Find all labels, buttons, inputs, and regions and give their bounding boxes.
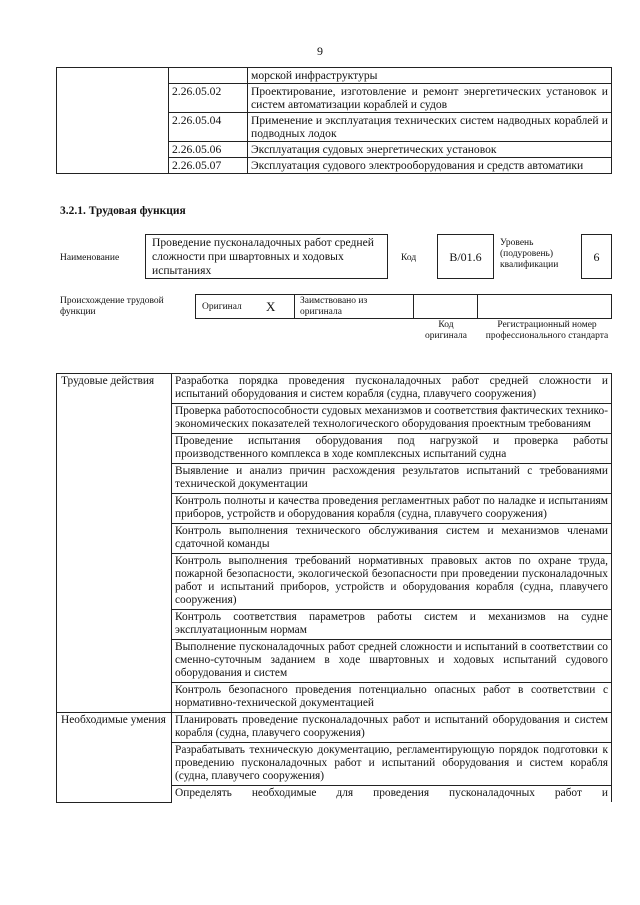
original-code-box — [413, 294, 478, 319]
text-cell: Применение и эксплуатация технических систем надводных кораблей и подводных лодок — [248, 113, 612, 142]
level-label: Уровень (подуровень) квалификации — [500, 238, 559, 270]
function-name: Проведение пусконаладочных работ средней сложности при швартовных и ходовых испытаниях — [152, 236, 374, 277]
borrowed-label: Заимствовано из оригинала — [300, 296, 368, 317]
function-code: B/01.6 — [449, 250, 482, 264]
labor-action-item: Выявление и анализ причин расхождения результатов испытаний с требованиями технической документации — [172, 464, 612, 494]
labor-action-label: Трудовые действия — [57, 374, 172, 713]
table-row — [57, 374, 612, 404]
labor-action-item: Контроль полноты и качества проведения регламентных работ по наладке и испытаниям приборов, устройств и оборудования корабля (судна, плавучего сооружения) — [172, 494, 612, 524]
labor-action-item: Проведение испытания оборудования под нагрузкой и проверка работы производственного комплекса в ходе комплексных испытаний судна — [172, 434, 612, 464]
empty-cell — [57, 68, 169, 174]
function-name-box — [145, 234, 388, 279]
labor-action-item: Контроль выполнения требований нормативных правовых актов по охране труда, пожарной безопасности, экологической безопасности при проведении пусконаладочных работ и испытаний приборов, устройств и оборудования корабля (судна, плавучего сооружения) — [172, 554, 612, 610]
reg-caption: Регистрационный номер профессионального стандарта — [485, 320, 609, 341]
code-caption: Код оригинала — [425, 320, 467, 341]
skill-item: Планировать проведение пусконаладочных работ и испытаний оборудования и систем корабля (судна, плавучего сооружения) — [172, 713, 612, 743]
reg-number-box — [477, 294, 612, 319]
section-title: 3.2.1. Трудовая функция — [60, 205, 186, 217]
labor-action-item: Контроль соответствия параметров работы систем и механизмов на судне эксплуатационным нормам — [172, 610, 612, 640]
code-cell — [169, 68, 248, 84]
level-value: 6 — [593, 250, 600, 264]
text-cell: Эксплуатация судовых энергетических установок — [248, 142, 612, 158]
labor-action-item: Контроль выполнения технического обслуживания систем и механизмов членами сдаточной команды — [172, 524, 612, 554]
code-cell: 2.26.05.06 — [169, 142, 248, 158]
labor-action-item: Контроль безопасного проведения потенциально опасных работ в соответствии с нормативно-технической документацией — [172, 683, 612, 713]
borrowed-box — [294, 294, 414, 319]
labor-action-item: Выполнение пусконаладочных работ средней сложности и испытаний в соответствии со сменно-суточным заданием в ходе швартовных и ходовых испытаний судового оборудования и систем — [172, 640, 612, 683]
text-cell: Эксплуатация судового электрооборудования и средств автоматики — [248, 158, 612, 174]
code-cell: 2.26.05.02 — [169, 84, 248, 113]
labor-action-item: Разработка порядка проведения пусконаладочных работ средней сложности и испытаний оборудования и систем корабля (судна, плавучего сооружения) — [172, 374, 612, 404]
text-cell: морской инфраструктуры — [248, 68, 612, 84]
table-row — [57, 713, 612, 743]
code-cell: 2.26.05.07 — [169, 158, 248, 174]
name-label: Наименование — [60, 253, 120, 263]
skill-item: Разрабатывать техническую документацию, регламентирующую порядок подготовки к проведению пусконаладочных работ и испытаний оборудования и систем корабля (судна, плавучего сооружения) — [172, 743, 612, 786]
text-cell: Проектирование, изготовление и ремонт энергетических установок и систем автоматизации кораблей и судов — [248, 84, 612, 113]
original-box — [195, 294, 295, 319]
function-code-box — [437, 234, 494, 279]
table-row — [57, 68, 612, 84]
original-mark: X — [266, 299, 276, 314]
education-table — [56, 67, 612, 174]
origin-label: Происхождение трудовой функции — [60, 296, 164, 317]
level-box — [581, 234, 612, 279]
skill-item: Определять необходимые для проведения пусконаладочных работ и — [172, 786, 612, 803]
page-number: 9 — [317, 44, 323, 58]
code-cell: 2.26.05.04 — [169, 113, 248, 142]
skill-label: Необходимые умения — [57, 713, 172, 803]
labor-action-item: Проверка работоспособности судовых механизмов и соответствия фактических технико-экономических показателей технологического оборудования проектным требованиям — [172, 404, 612, 434]
original-label: Оригинал — [202, 302, 242, 312]
labor-function-table — [56, 373, 612, 803]
code-label: Код — [401, 253, 417, 263]
